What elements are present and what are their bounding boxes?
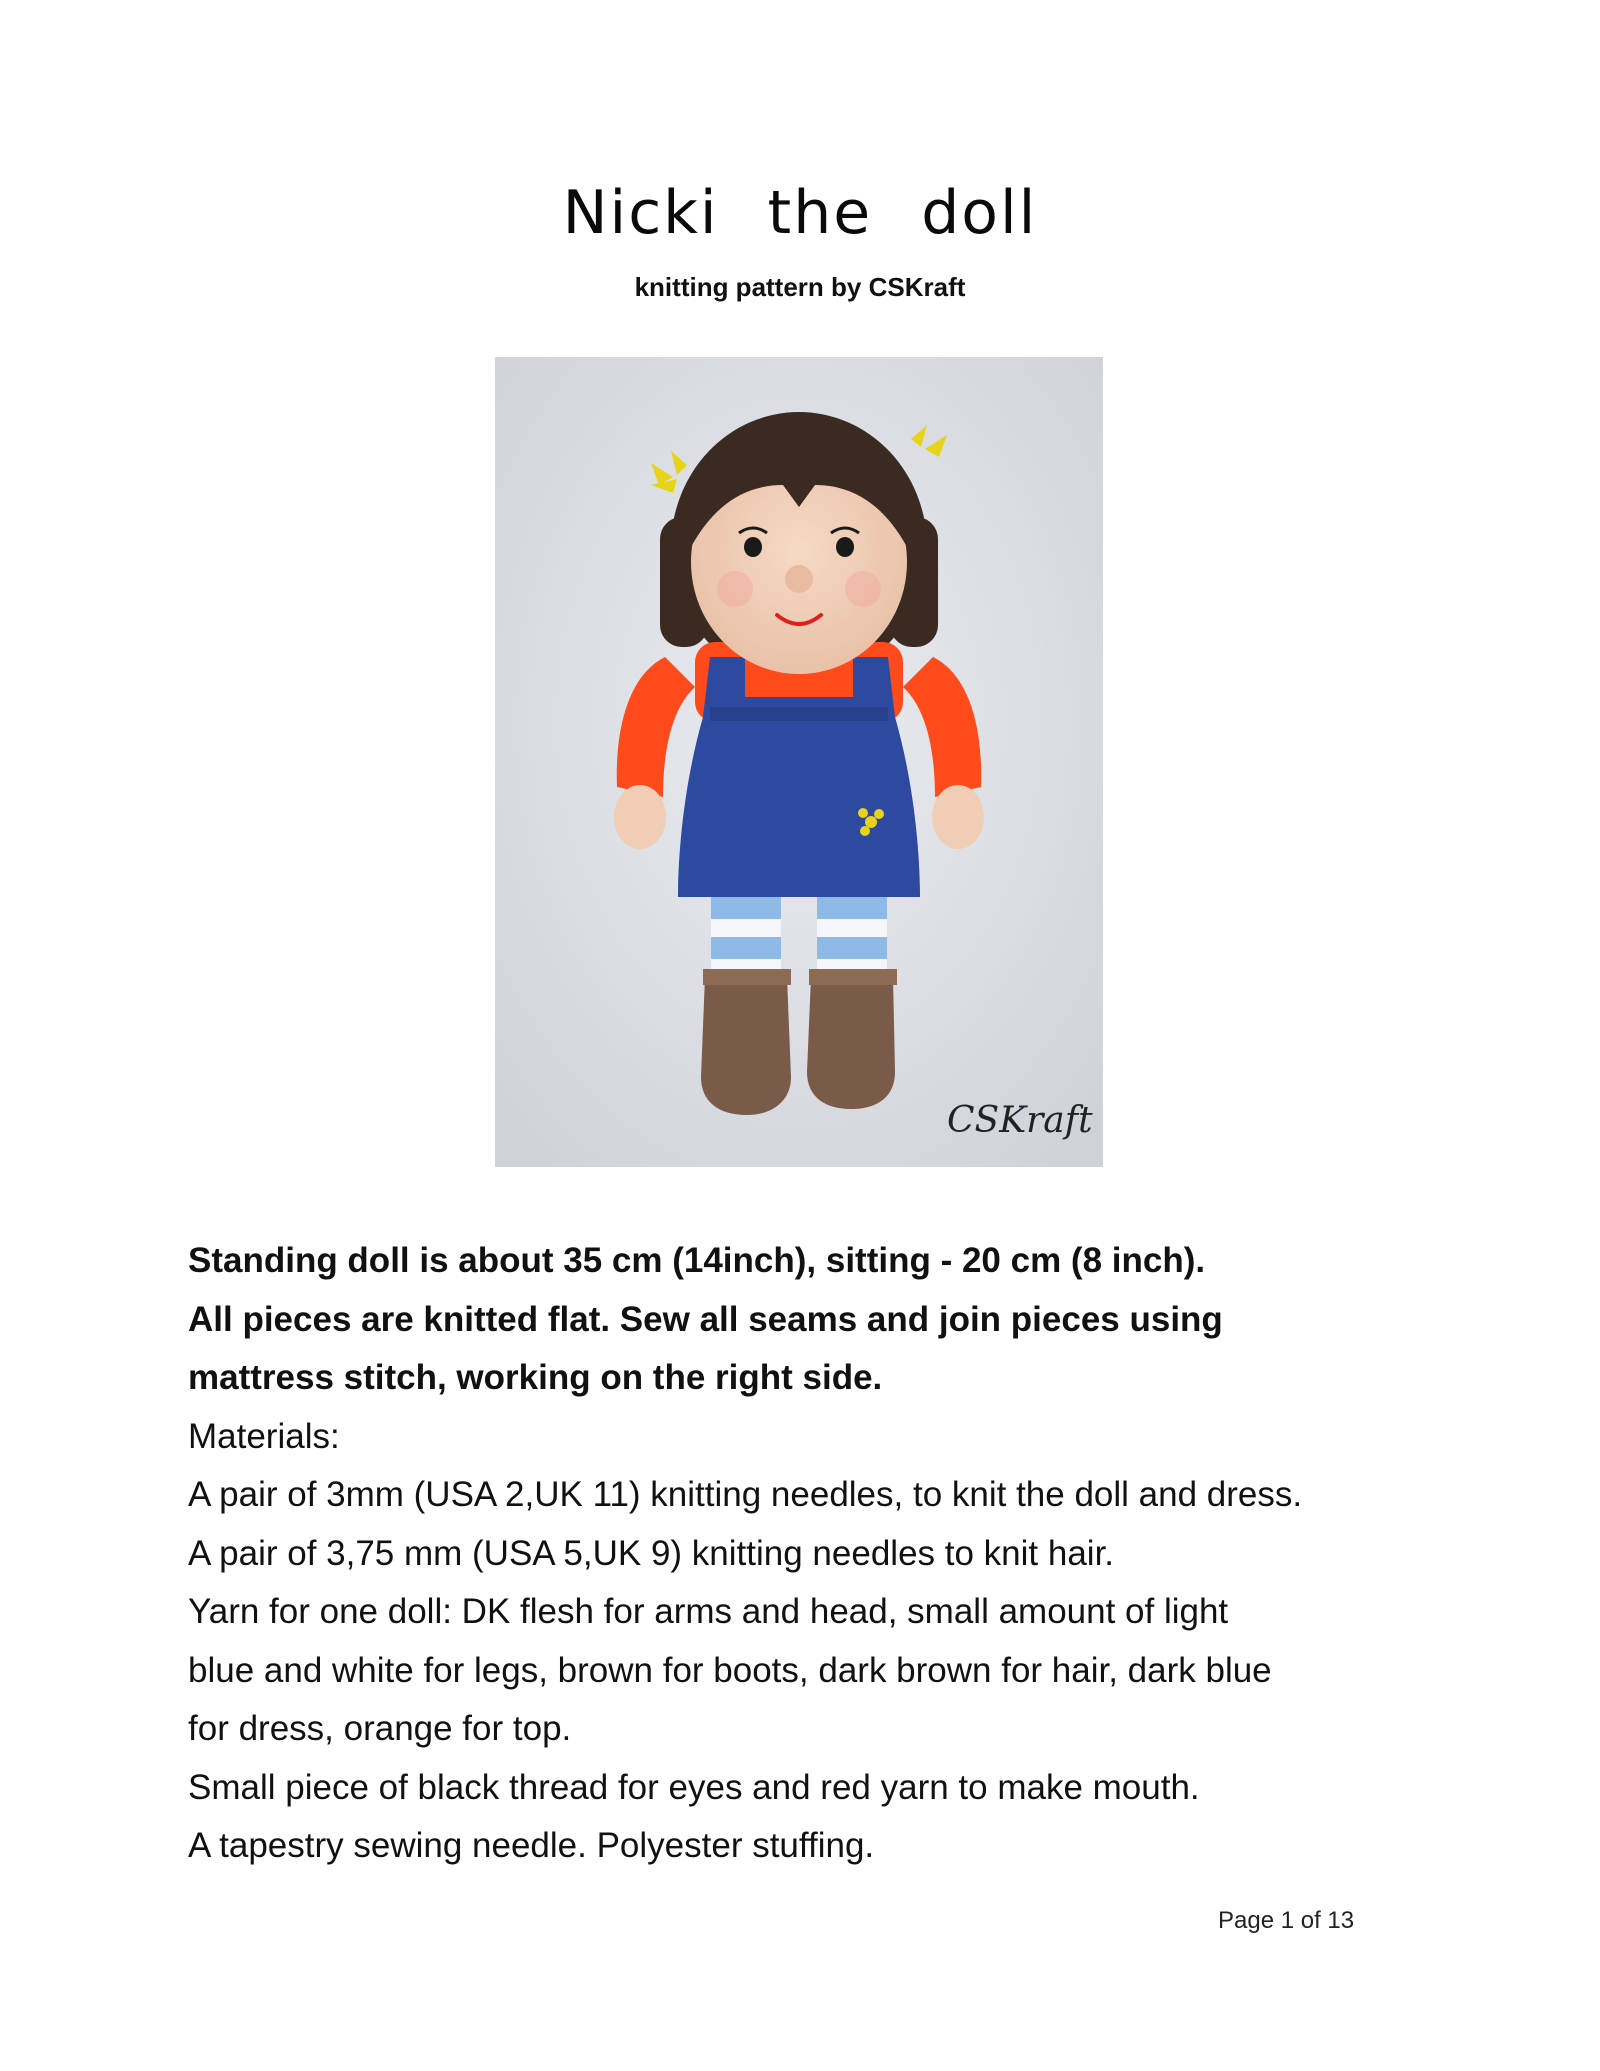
photo-watermark: CSKraft [947, 1100, 1093, 1141]
materials-line: Yarn for one doll: DK flesh for arms and head, small amount of light [188, 1592, 1229, 1631]
intro-line-1: Standing doll is about 35 cm (14inch), sitting - 20 cm (8 inch). [188, 1241, 1206, 1280]
page-number: Page 1 of 13 [1218, 1907, 1355, 1934]
intro-line-3: mattress stitch, working on the right side. [188, 1358, 883, 1397]
document-subtitle: knitting pattern by CSKraft [634, 272, 966, 302]
materials-line: A tapestry sewing needle. Polyester stuffing. [188, 1826, 875, 1865]
materials-line: for dress, orange for top. [188, 1709, 572, 1748]
materials-line: Small piece of black thread for eyes and red yarn to make mouth. [188, 1767, 1200, 1807]
materials-line: A pair of 3mm (USA 2,UK 11) knitting needles, to knit the doll and dress. [188, 1475, 1303, 1514]
intro-line-2: All pieces are knitted flat. Sew all seams and join pieces using [188, 1299, 1223, 1339]
materials-line: blue and white for legs, brown for boots, dark brown for hair, dark blue [188, 1650, 1272, 1690]
document-title: Nicki the doll [562, 178, 1038, 248]
doll-photo [495, 357, 1103, 1167]
pattern-description [188, 1232, 1438, 1876]
materials-heading: Materials: [188, 1416, 340, 1456]
materials-line: A pair of 3,75 mm (USA 5,UK 9) knitting needles to knit hair. [188, 1533, 1115, 1573]
